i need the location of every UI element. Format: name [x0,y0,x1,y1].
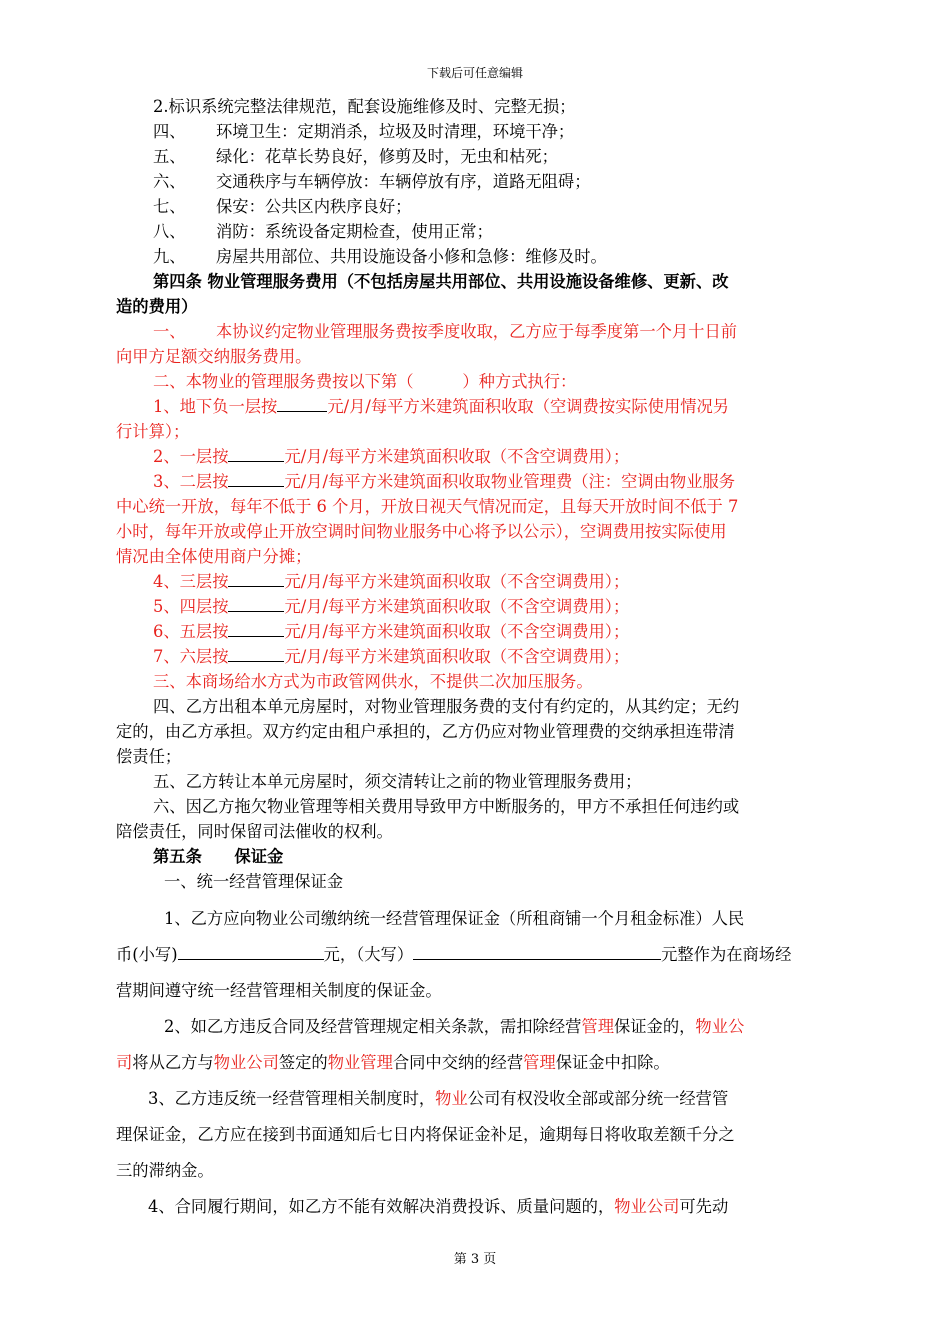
fill-blank [228,585,284,587]
art5-clause-3-cont: 三的滞纳金。 [116,1161,214,1180]
art5-clause-1-cont: 营期间遵守统一经营管理相关制度的保证金。 [116,981,442,1000]
art4-para-6: 六、因乙方拖欠物业管理等相关费用导致甲方中断服务的，甲方不承担任何违约或 [153,797,740,816]
list-item: 八、 消防：系统设备定期检查，使用正常； [153,222,493,241]
item-2-signage: 2.标识系统完整法律规范，配套设施维修及时、完整无损； [153,97,576,116]
art5-subtitle: 一、统一经营管理保证金 [164,872,344,891]
fee-b7: 7、六层按 元/月/每平方米建筑面积收取（不含空调费用）； [153,647,630,666]
art5-clause-1: 1、乙方应向物业公司缴纳统一经营管理保证金（所租商铺一个月租金标准）人民 [164,909,745,928]
list-item: 五、 绿化：花草长势良好，修剪及时，无虫和枯死； [153,147,558,166]
fill-blank [277,410,327,412]
fill-blank [228,485,284,487]
fill-blank [178,958,324,960]
service-items-list [116,119,850,269]
page-number: 第 3 页 [453,1252,497,1267]
fee-b3-cont: 小时，每年开放或停止开放空调时间物业服务中心将予以公示），空调费用按实际使用 [116,522,727,541]
art4-para-1-cont: 向甲方足额交纳服务费用。 [116,347,312,366]
fee-b2: 2、一层按 元/月/每平方米建筑面积收取（不含空调费用）； [153,447,630,466]
list-item: 六、 交通秩序与车辆停放：车辆停放有序，道路无阻碍； [153,172,591,191]
art4-para-6-cont: 陪偿责任，同时保留司法催收的权利。 [116,822,393,841]
article-4-title: 第四条 物业管理服务费用（不包括房屋共用部位、共用设施设备维修、更新、改 [153,272,729,291]
list-item: 七、 保安：公共区内秩序良好； [153,197,412,216]
fee-b6: 6、五层按 元/月/每平方米建筑面积收取（不含空调费用）； [153,622,630,641]
fill-blank [413,958,661,960]
fill-blank [228,660,284,662]
art4-para-3: 三、本商场给水方式为市政管网供水，不提供二次加压服务。 [153,672,593,691]
fee-b1-cont: 行计算）； [116,422,190,441]
fee-b3-cont: 情况由全体使用商户分摊； [116,547,312,566]
document-body [116,94,850,1225]
list-item: 四、 环境卫生：定期消杀，垃圾及时清理，环境干净； [153,122,575,141]
art5-clause-3-cont: 理保证金，乙方应在接到书面通知后七日内将保证金补足，逾期每日将收取差额千分之 [116,1125,735,1144]
art5-clause-1-cont: 币(小写) 元，（大写） 元整作为在商场经 [116,945,792,964]
fee-b3-cont: 中心统一开放，每年不低于 6 个月，开放日视天气情况而定，且每天开放时间不低于 7 [116,497,739,516]
fee-b5: 5、四层按 元/月/每平方米建筑面积收取（不含空调费用）； [153,597,630,616]
art5-clause-4: 4、合同履行期间，如乙方不能有效解决消费投诉、质量问题的，物业公司可先动 [148,1197,729,1216]
art4-para-5: 五、乙方转让本单元房屋时，须交清转让之前的物业管理服务费用； [153,772,642,791]
art4-para-4: 四、乙方出租本单元房屋时，对物业管理服务费的支付有约定的，从其约定；无约 [153,697,740,716]
art4-para-1: 一、 本协议约定物业管理服务费按季度收取，乙方应于每季度第一个月十日前 [153,322,738,341]
fill-blank [228,635,284,637]
fee-b3: 3、二层按 元/月/每平方米建筑面积收取物业管理费（注：空调由物业服务 [153,472,736,491]
fee-b1: 1、地下负一层按 元/月/每平方米建筑面积收取（空调费按实际使用情况另 [153,397,730,416]
art4-para-4-cont: 定的，由乙方承担。双方约定由租户承担的，乙方仍应对物业管理费的交纳承担连带清 [116,722,735,741]
art4-para-4-cont: 偿责任； [116,747,182,766]
fill-blank [228,460,284,462]
fee-b4: 4、三层按 元/月/每平方米建筑面积收取（不含空调费用）； [153,572,630,591]
art5-clause-2-cont: 司将从乙方与物业公司签定的物业管理合同中交纳的经营管理保证金中扣除。 [116,1053,670,1072]
article-4-title-cont: 造的费用） [116,297,198,316]
art4-para-2: 二、本物业的管理服务费按以下第（ ）种方式执行： [153,372,577,391]
art5-clause-3: 3、乙方违反统一经营管理相关制度时，物业公司有权没收全部或部分统一经营管 [148,1089,729,1108]
fill-blank [228,610,284,612]
art5-clause-2: 2、如乙方违反合同及经营管理规定相关条款，需扣除经营管理保证金的，物业公 [164,1017,745,1036]
page-header: 下载后可任意编辑 [426,66,523,80]
list-item: 九、 房屋共用部位、共用设施设备小修和急修：维修及时。 [153,247,607,266]
article-5-title: 第五条 保证金 [153,847,284,866]
